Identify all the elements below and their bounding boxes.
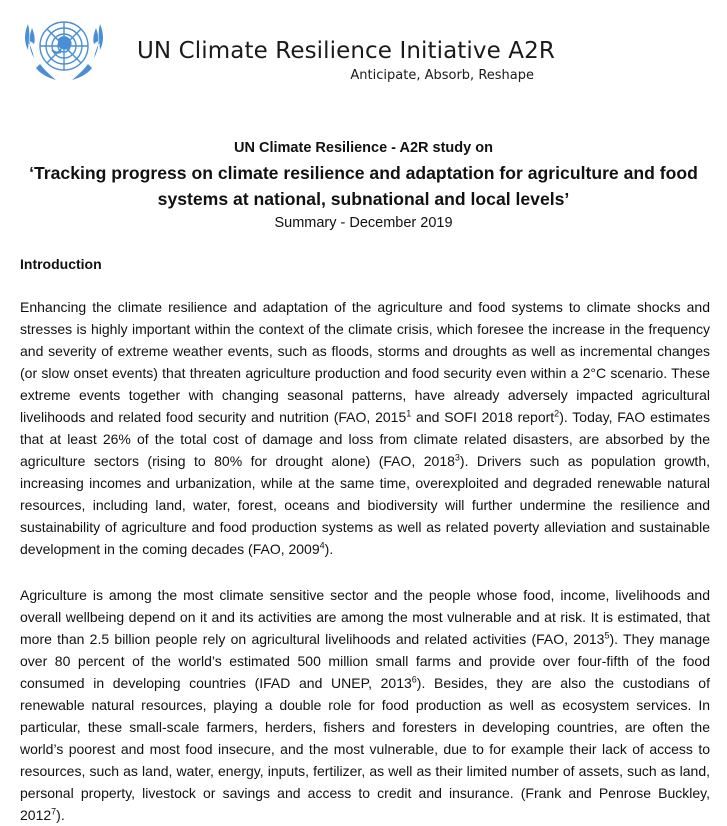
title-block bbox=[0, 140, 727, 231]
org-title: UN Climate Resilience Initiative A2R bbox=[137, 38, 555, 64]
tagline: Anticipate, Absorb, Reshape bbox=[350, 68, 534, 83]
footnote-ref: 7 bbox=[51, 806, 57, 817]
footnote-ref: 1 bbox=[406, 408, 412, 419]
section-heading: Introduction bbox=[20, 256, 102, 272]
paragraph-1: Enhancing the climate resilience and adaptation of the agriculture and food systems to climate shocks and stresses is highly important within the context of the climate crisis, which foresee the increase in the frequency and severity of extreme weather events, such as floods, storms and droughts as well as incremental changes (or slow onset events) that threaten agriculture production and food security even within a 2°C scenario. These extreme events together with changing seasonal patterns, have already adversely impacted agricultural livelihoods and related food security and nutrition (FAO, 2015$^1$ and SOFI 2018 report$^2$). Today, FAO estimates that at least 26% of the total cost of damage and loss from climate related disasters, are absorbed by the agriculture sectors (rising to 80% for drought alone) (FAO, 2018$^3$). Drivers such as population growth, increasing incomes and urbanization, while at the same time, overexploited and degraded renewable natural resources, including land, water, forest, oceans and biodiversity will further undermine the resilience and sustainability of agriculture and food production systems as well as related poverty alleviation and sustainable development in the coming decades (FAO, 2009$^4$). bbox=[20, 299, 710, 557]
header bbox=[14, 6, 714, 96]
footnote-ref: 4 bbox=[319, 540, 325, 551]
summary-date: Summary - December 2019 bbox=[274, 215, 453, 231]
footnote-ref: 2 bbox=[554, 408, 560, 419]
footnote-ref: 6 bbox=[411, 674, 417, 685]
paragraph-2: Agriculture is among the most climate sensitive sector and the people whose food, income, livelihoods and overall wellbeing depend on it and its activities are among the most vulnerable and at risk. It is estimated, that more than 2.5 billion people rely on agricultural livelihoods and related activities (FAO, 2013$^5$). They manage over 80 percent of the world’s estimated 500 million small farms and provide over four-fifth of the food consumed in developing countries (IFAD and UNEP, 2013$^6$). Besides, they are also the custodians of renewable natural resources, playing a double role for food production as well as ecosystem services. In particular, these small-scale farmers, herders, fishers and foresters in developing countries, are often the world’s poorest and most food insecure, and the most vulnerable, due to for example their lack of access to resources, such as land, water, energy, inputs, fertilizer, as well as their limited number of assets, such as land, personal property, livestock or savings and access to credit and insurance. (Frank and Penrose Buckley, 2012$^7$). bbox=[20, 587, 711, 823]
footnote-ref: 3 bbox=[454, 452, 460, 463]
footnote-ref: 5 bbox=[604, 630, 610, 641]
study-label: UN Climate Resilience - A2R study on bbox=[234, 140, 493, 156]
study-title: ‘Tracking progress on climate resilience and adaptation for agriculture and food systems at national, subnational and local levels’ bbox=[29, 163, 698, 209]
